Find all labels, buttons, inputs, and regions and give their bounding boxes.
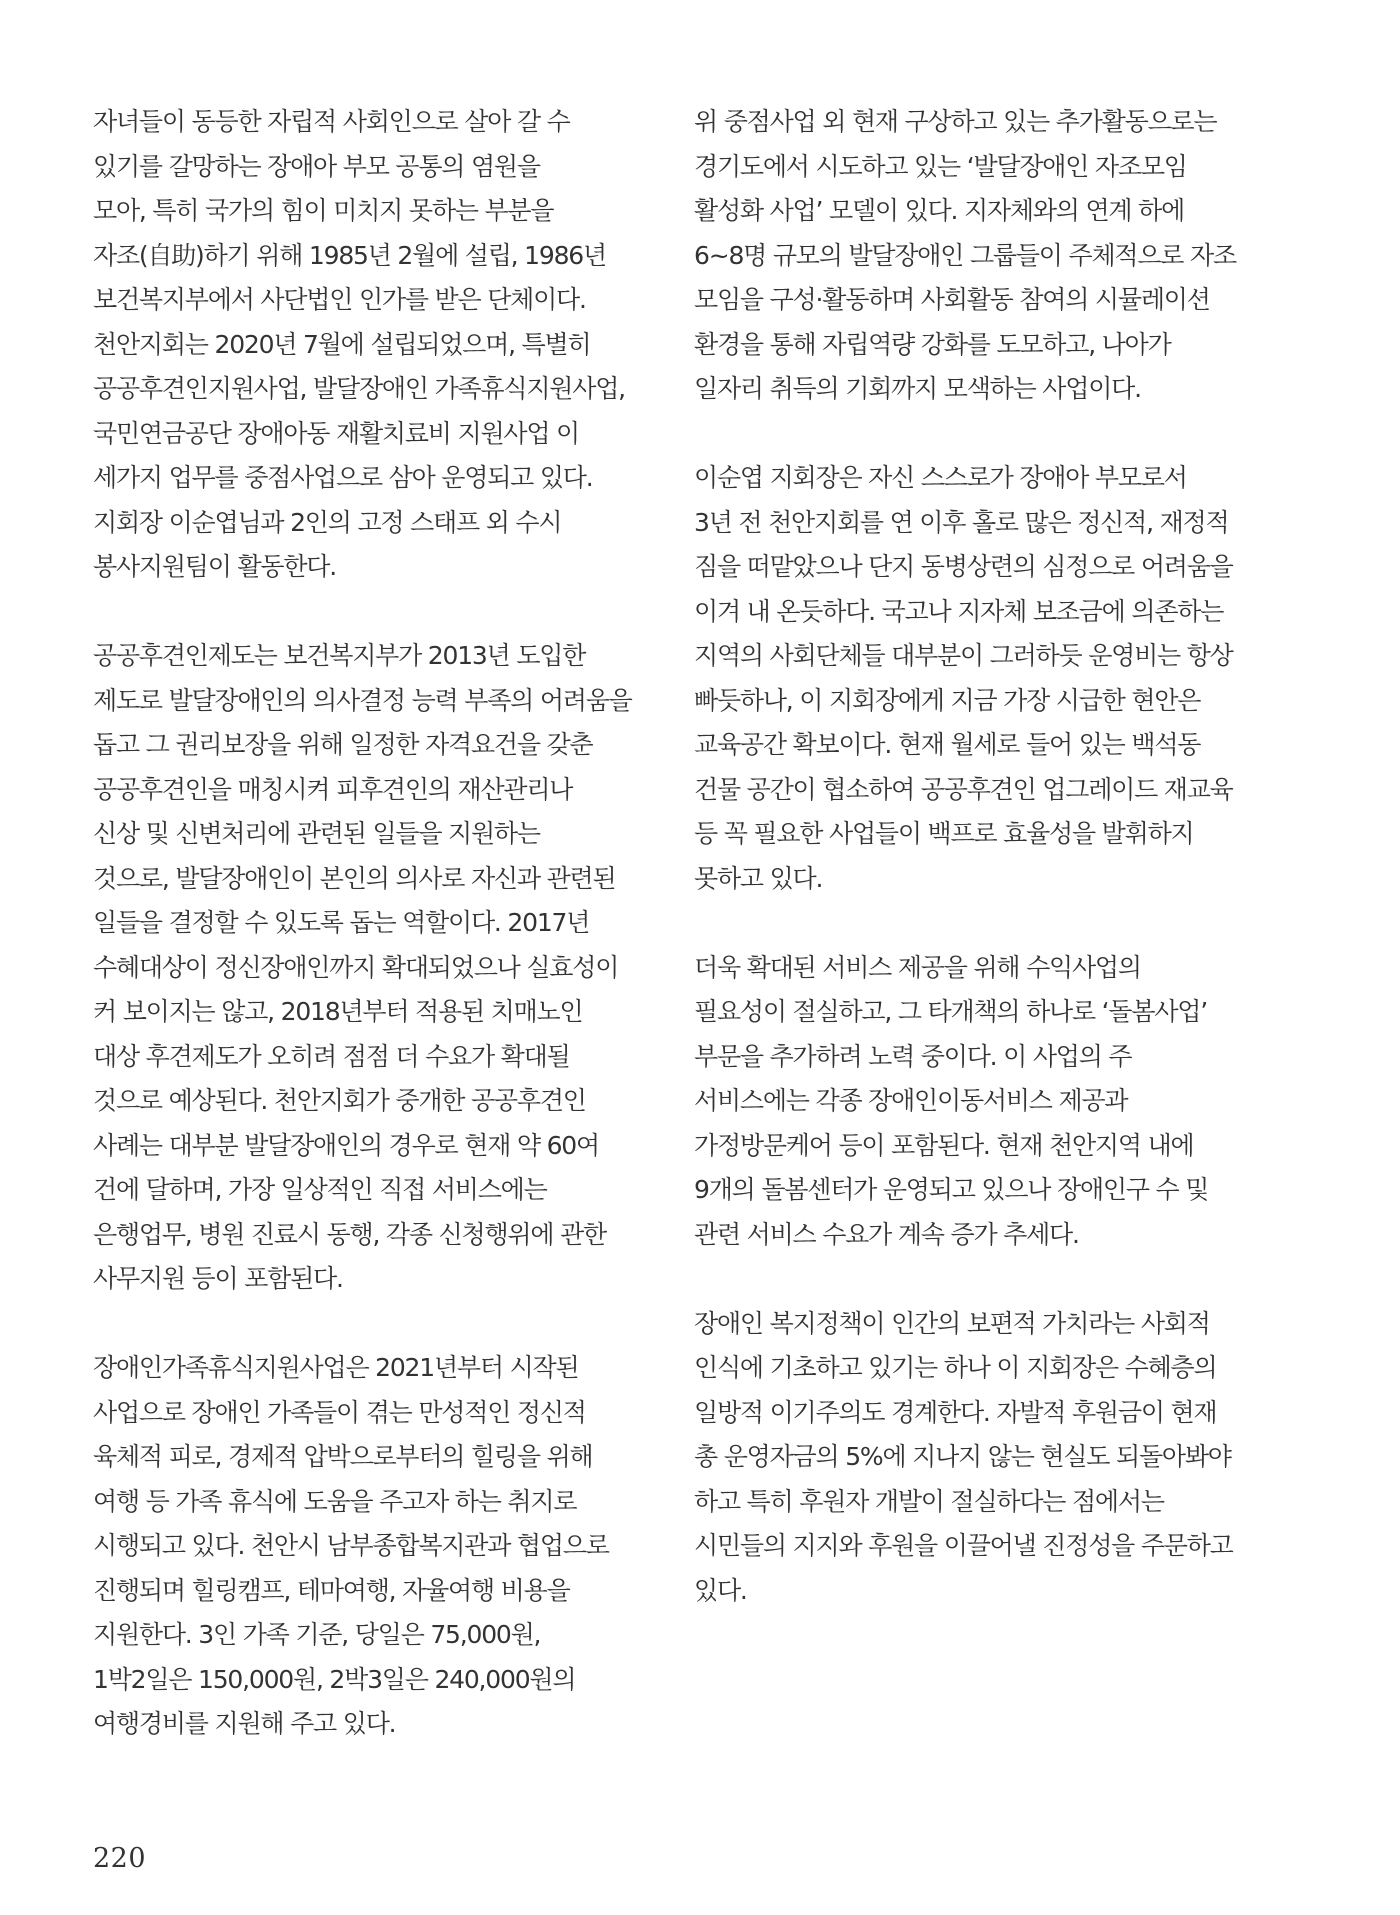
paragraph-public-guardian	[93, 634, 653, 1302]
text-line: 있다.	[694, 1575, 747, 1605]
text-line: 이순엽 지회장은 자신 스스로가 장애아 부모로서	[694, 463, 1187, 492]
text-line: 9개의 돌봄센터가 운영되고 있으나 장애인구 수 및	[694, 1175, 1209, 1204]
paragraph-association-intro	[93, 100, 653, 590]
text-line: 자녀들이 동등한 자립적 사회인으로 살아 갈 수	[93, 107, 570, 136]
paragraph-family-rest-support	[93, 1346, 653, 1747]
text-line: 공공후견인지원사업, 발달장애인 가족휴식지원사업,	[93, 374, 625, 403]
text-line: 관련 서비스 수요가 계속 증가 추세다.	[694, 1219, 1079, 1249]
text-line: 자조(自助)하기 위해 1985년 2월에 설립, 1986년	[93, 240, 606, 270]
text-line: 모아, 특히 국가의 힘이 미치지 못하는 부분을	[93, 196, 554, 225]
text-line: 공공후견인을 매칭시켜 피후견인의 재산관리나	[93, 774, 573, 804]
text-line: 신상 및 신변처리에 관련된 일들을 지원하는	[93, 819, 540, 848]
paragraph-branch-head	[694, 456, 1254, 901]
text-line: 사무지원 등이 포함된다.	[93, 1264, 343, 1293]
text-line: 모임을 구성·활동하며 사회활동 참여의 시뮬레이션	[694, 285, 1210, 314]
text-line: 6~8명 규모의 발달장애인 그룹들이 주체적으로 자조	[694, 240, 1236, 270]
text-line: 세가지 업무를 중점사업으로 삼아 운영되고 있다.	[93, 463, 593, 492]
paragraph-welfare-policy	[694, 1302, 1254, 1614]
text-line: 서비스에는 각종 장애인이동서비스 제공과	[694, 1086, 1128, 1115]
text-line: 일들을 결정할 수 있도록 돕는 역할이다. 2017년	[93, 908, 590, 937]
text-line: 육체적 피로, 경제적 압박으로부터의 힐링을 위해	[93, 1442, 593, 1471]
paragraph-gap	[694, 412, 1254, 457]
paragraph-gap	[93, 590, 653, 635]
text-line: 가정방문케어 등이 포함된다. 현재 천안지역 내에	[694, 1130, 1194, 1160]
text-line: 등 꼭 필요한 사업들이 백프로 효율성을 발휘하지	[694, 819, 1194, 848]
text-line: 여행 등 가족 휴식에 도움을 주고자 하는 취지로	[93, 1486, 577, 1516]
text-line: 사업으로 장애인 가족들이 겪는 만성적인 정신적	[93, 1397, 586, 1427]
text-line: 장애인 복지정책이 인간의 보편적 가치라는 사회적	[694, 1308, 1210, 1338]
right-column	[694, 100, 1254, 1613]
text-line: 인식에 기초하고 있기는 하나 이 지회장은 수혜층의	[694, 1353, 1217, 1382]
paragraph-additional-activities	[694, 100, 1254, 412]
text-line: 시행되고 있다. 천안시 남부종합복지관과 협업으로	[93, 1531, 609, 1560]
text-line: 것으로 예상된다. 천안지회가 중개한 공공후견인	[93, 1086, 586, 1115]
paragraph-care-business	[694, 946, 1254, 1258]
text-line: 3년 전 천안지회를 연 이후 홀로 많은 정신적, 재정적	[694, 507, 1229, 537]
text-line: 시민들의 지지와 후원을 이끌어낼 진정성을 주문하고	[694, 1531, 1233, 1560]
text-line: 봉사지원팀이 활동한다.	[93, 552, 336, 581]
text-line: 활성화 사업’ 모델이 있다. 지자체와의 연계 하에	[694, 196, 1185, 225]
paragraph-gap	[694, 1257, 1254, 1302]
text-line: 환경을 통해 자립역량 강화를 도모하고, 나아가	[694, 329, 1171, 359]
text-line: 못하고 있다.	[694, 863, 823, 893]
text-line: 사례는 대부분 발달장애인의 경우로 현재 약 60여	[93, 1130, 599, 1160]
text-line: 1박2일은 150,000원, 2박3일은 240,000원의	[93, 1664, 576, 1694]
text-line: 위 중점사업 외 현재 구상하고 있는 추가활동으로는	[694, 107, 1217, 136]
text-line: 공공후견인제도는 보건복지부가 2013년 도입한	[93, 641, 586, 670]
paragraph-gap	[93, 1302, 653, 1347]
page-number: 220	[93, 1843, 147, 1874]
text-line: 수혜대상이 정신장애인까지 확대되었으나 실효성이	[93, 952, 619, 982]
text-line: 은행업무, 병원 진료시 동행, 각종 신청행위에 관한	[93, 1219, 606, 1249]
text-line: 교육공간 확보이다. 현재 월세로 들어 있는 백석동	[694, 730, 1201, 759]
text-line: 있기를 갈망하는 장애아 부모 공통의 염원을	[93, 151, 540, 181]
text-line: 커 보이지는 않고, 2018년부터 적용된 치매노인	[93, 997, 583, 1026]
text-line: 이겨 내 온듯하다. 국고나 지자체 보조금에 의존하는	[694, 596, 1224, 626]
text-line: 필요성이 절실하고, 그 타개책의 하나로 ‘돌봄사업’	[694, 997, 1207, 1026]
text-line: 제도로 발달장애인의 의사결정 능력 부족의 어려움을	[93, 685, 632, 715]
text-line: 진행되며 힐링캠프, 테마여행, 자율여행 비용을	[93, 1575, 570, 1605]
text-line: 짐을 떠맡았으나 단지 동병상련의 심정으로 어려움을	[694, 552, 1233, 581]
text-line: 여행경비를 지원해 주고 있다.	[93, 1709, 396, 1738]
text-line: 것으로, 발달장애인이 본인의 의사로 자신과 관련된	[93, 863, 616, 893]
text-line: 국민연금공단 장애아동 재활치료비 지원사업 이	[93, 418, 579, 448]
text-line: 보건복지부에서 사단법인 인가를 받은 단체이다.	[93, 285, 586, 314]
text-line: 더욱 확대된 서비스 제공을 위해 수익사업의	[694, 952, 1141, 982]
text-line: 부문을 추가하려 노력 중이다. 이 사업의 주	[694, 1041, 1132, 1071]
text-line: 지역의 사회단체들 대부분이 그러하듯 운영비는 항상	[694, 641, 1233, 670]
paragraph-gap	[694, 901, 1254, 946]
text-line: 건에 달하며, 가장 일상적인 직접 서비스에는	[93, 1175, 547, 1204]
text-line: 경기도에서 시도하고 있는 ‘발달장애인 자조모임	[694, 151, 1187, 181]
text-line: 일자리 취득의 기회까지 모색하는 사업이다.	[694, 374, 1141, 403]
text-line: 대상 후견제도가 오히려 점점 더 수요가 확대될	[93, 1041, 570, 1071]
text-line: 일방적 이기주의도 경계한다. 자발적 후원금이 현재	[694, 1397, 1217, 1427]
left-column	[93, 100, 653, 1747]
text-line: 천안지회는 2020년 7월에 설립되었으며, 특별히	[93, 329, 591, 359]
text-line: 총 운영자금의 5%에 지나지 않는 현실도 되돌아봐야	[694, 1442, 1231, 1471]
text-line: 장애인가족휴식지원사업은 2021년부터 시작된	[93, 1353, 579, 1382]
text-line: 지회장 이순엽님과 2인의 고정 스태프 외 수시	[93, 507, 562, 537]
text-line: 빠듯하나, 이 지회장에게 지금 가장 시급한 현안은	[694, 685, 1201, 715]
text-line: 돕고 그 권리보장을 위해 일정한 자격요건을 갖춘	[93, 730, 593, 759]
text-line: 지원한다. 3인 가족 기준, 당일은 75,000원,	[93, 1620, 541, 1649]
text-line: 하고 특히 후원자 개발이 절실하다는 점에서는	[694, 1486, 1164, 1516]
text-line: 건물 공간이 협소하여 공공후견인 업그레이드 재교육	[694, 774, 1233, 804]
